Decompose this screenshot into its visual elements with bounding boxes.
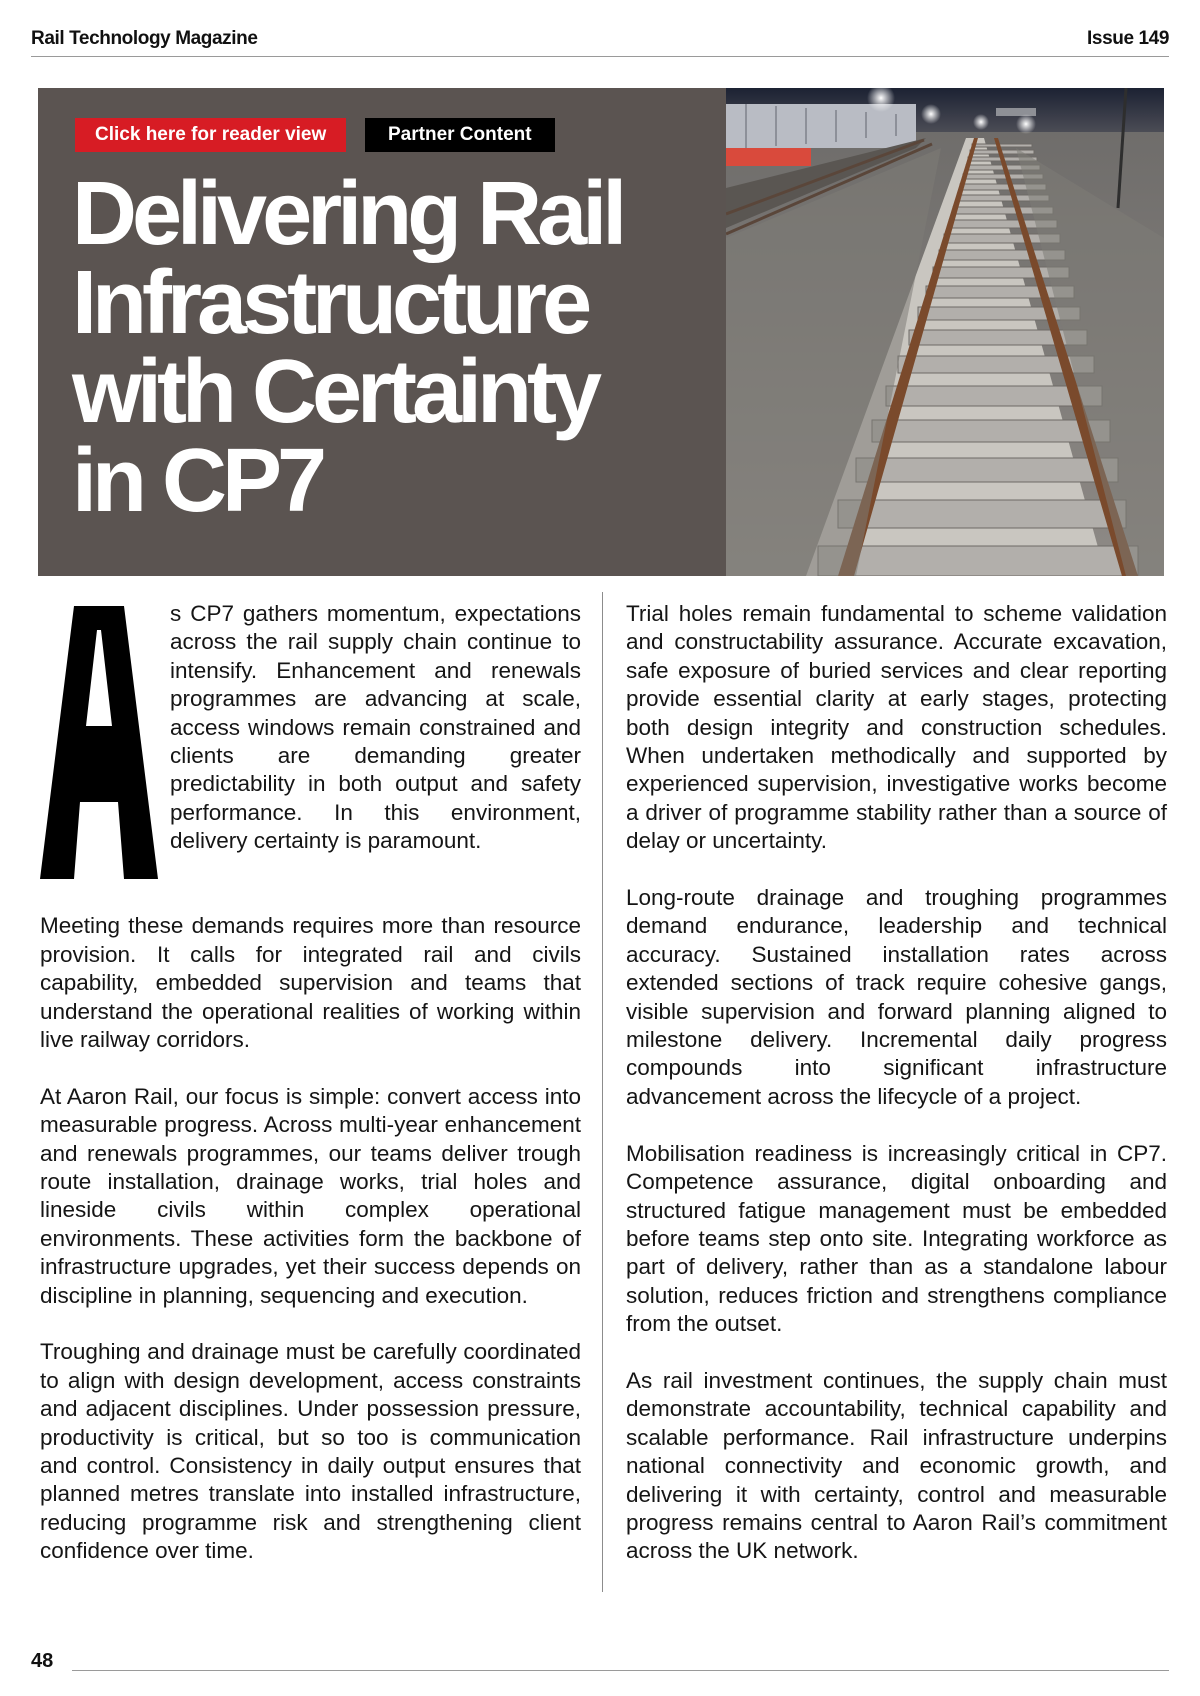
article-paragraph: As rail investment continues, the supply chain must demonstrate accountability, technical capability and scalable performance. Rail infrastructure underpins national connectivity and economic growth, and delivering it with certainty, control and measurable progress remains central to Aaron Rail’s commitment across the UK network. [626,1367,1167,1564]
headline-line: with Certainty [72,342,598,442]
article-paragraph: Troughing and drainage must be carefully coordinated to align with design development, access constraints and adjacent disciplines. Under possession pressure, productivity is critical, but so too is communication and control. Consistency in daily output ensures that planned metres translate into installed infrastructure, reducing programme risk and strengthening client confidence over time. [40,1339,581,1564]
article-paragraph: Meeting these demands requires more than resource provision. It calls for integrated rail and civils capability, embedded supervision and teams that understand the operational realities of working within live railway corridors. [40,913,581,1053]
headline-line: Infrastructure [72,253,588,353]
partner-content-badge: Partner Content [365,118,555,152]
article-paragraph: Long-route drainage and troughing programmes demand endurance, leadership and technical accuracy. Sustained installation rates across extended sections of track require cohesive gangs, visible supervision and forward planning aligned to milestone delivery. Incremental daily progress compounds into significant infrastructure advancement across the lifecycle of a project. [626,885,1167,1109]
magazine-title: Rail Technology Magazine [31,28,258,49]
article-column-right [626,600,1167,1594]
article-paragraph: At Aaron Rail, our focus is simple: convert access into measurable progress. Across multi-year enhancement and renewals programmes, our teams deliver trough route installation, drainage works, trial holes and lineside civils within complex operational environments. These activities form the backbone of infrastructure upgrades, yet their success depends on discipline in planning, sequencing and execution. [40,1083,581,1308]
article-headline [72,164,712,531]
page-number: 48 [31,1650,54,1672]
article-column-left [40,600,581,1594]
page-header [31,24,1169,57]
headline-line: Delivering Rail [72,164,623,264]
drop-cap-letter [40,606,158,879]
article-paragraph [40,600,581,884]
article-paragraph: Trial holes remain fundamental to scheme validation and constructability assurance. Accurate excavation, safe exposure of buried services and clear reporting provide essential clarity at early stages, protecting both design integrity and construction schedules. When undertaken methodically and supported by experienced supervision, investigative works become a driver of programme stability rather than a source of delay or uncertainty. [626,601,1167,854]
reader-view-button[interactable]: Click here for reader view [75,118,346,152]
footer-rule [72,1670,1169,1671]
column-divider [602,592,603,1592]
article-paragraph: Mobilisation readiness is increasingly critical in CP7. Competence assurance, digital onboarding and structured fatigue management must be embedded before teams step onto site. Integrating workforce as part of delivery, rather than as a standalone labour solution, reduces friction and strengthens compliance from the outset. [626,1140,1167,1337]
hero-banner [38,88,1164,576]
issue-number: Issue 149 [1087,28,1169,49]
headline-line: in CP7 [72,431,323,531]
railway-track-photo [726,88,1164,576]
paragraph-text: s CP7 gathers momentum, expectations across the rail supply chain continue to intensify. Enhancement and renewals programmes are advancing at scale, access windows remain constrained and clients are demanding greater predictability in both output and safety performance. In this environment, delivery certainty is paramount. [170,601,581,854]
